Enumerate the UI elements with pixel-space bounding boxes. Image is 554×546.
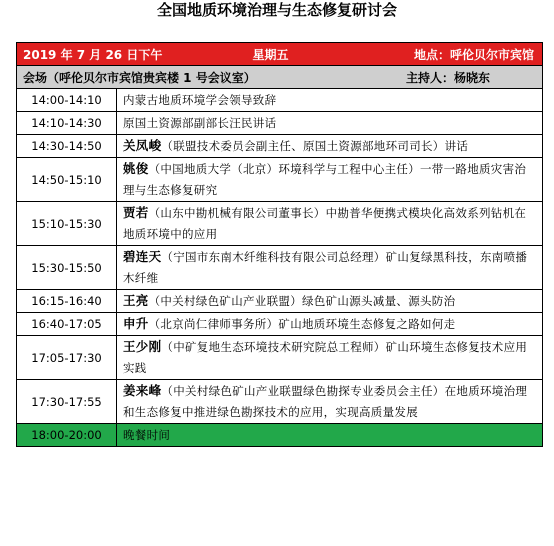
row-time: 14:50-15:10	[17, 158, 117, 202]
session-weekday: 星期五	[252, 47, 289, 62]
row-content	[117, 246, 543, 290]
venue-room: 会场（呼伦贝尔市宾馆贵宾楼 1 号会议室）	[23, 70, 256, 85]
schedule-row	[17, 135, 543, 158]
schedule-row	[17, 89, 543, 112]
row-speaker: 王亮	[123, 293, 149, 308]
schedule-table	[16, 42, 543, 447]
row-speaker: 申升	[123, 316, 149, 331]
row-time: 14:30-14:50	[17, 135, 117, 158]
session-date: 2019 年 7 月 26 日下午	[23, 47, 163, 62]
row-content	[117, 336, 543, 380]
dinner-row	[17, 424, 543, 447]
row-content	[117, 380, 543, 424]
row-text: （北京尚仁律师事务所）矿山地质环境生态修复之路如何走	[148, 317, 456, 331]
row-text: （中关村绿色矿山产业联盟绿色勘探专业委员会主任）在地质环境治理和生态修复中推进绿色勘探技术的应用，实现高质量发展	[123, 384, 528, 419]
row-speaker: 碧连天	[123, 249, 162, 264]
row-speaker: 姜来峰	[123, 383, 162, 398]
row-content	[117, 135, 543, 158]
row-time: 16:40-17:05	[17, 313, 117, 336]
row-content	[117, 424, 543, 447]
row-time: 14:10-14:30	[17, 112, 117, 135]
row-speaker: 王少刚	[123, 339, 162, 354]
row-content	[117, 158, 543, 202]
page-title: 全国地质环境治理与生态修复研讨会	[156, 1, 397, 19]
schedule-row	[17, 380, 543, 424]
row-text: 内蒙古地质环境学会领导致辞	[123, 93, 277, 107]
row-text: （宁国市东南木纤维科技有限公司总经理）矿山复绿黑科技，东南喷播木纤维	[123, 250, 528, 285]
row-content	[117, 89, 543, 112]
row-time: 17:30-17:55	[17, 380, 117, 424]
session-location: 地点：呼伦贝尔市宾馆	[413, 47, 534, 62]
venue-row	[17, 66, 543, 89]
schedule-row	[17, 246, 543, 290]
row-time: 16:15-16:40	[17, 290, 117, 313]
row-text: （联盟技术委员会副主任、原国土资源部地环司司长）讲话	[161, 139, 469, 153]
row-speaker: 关凤峻	[123, 138, 162, 153]
row-time: 14:00-14:10	[17, 89, 117, 112]
schedule-row	[17, 202, 543, 246]
row-content	[117, 112, 543, 135]
date-banner	[17, 43, 543, 66]
row-text: （山东中勘机械有限公司董事长）中勘普华便携式模块化高效系列钻机在地质环境中的应用	[123, 206, 527, 241]
row-text: （中关村绿色矿山产业联盟）绿色矿山源头减量、源头防治	[148, 294, 456, 308]
row-text: （中矿复地生态环境技术研究院总工程师）矿山环境生态修复技术应用实践	[123, 340, 528, 375]
row-time: 15:10-15:30	[17, 202, 117, 246]
row-text: （中国地质大学（北京）环境科学与工程中心主任）一带一路地质灾害治理与生态修复研究	[123, 162, 527, 197]
row-content	[117, 313, 543, 336]
schedule-row	[17, 112, 543, 135]
schedule-row	[17, 313, 543, 336]
row-time: 18:00-20:00	[17, 424, 117, 447]
row-content	[117, 290, 543, 313]
row-content	[117, 202, 543, 246]
row-time: 15:30-15:50	[17, 246, 117, 290]
row-speaker: 贾若	[123, 205, 149, 220]
venue-host: 主持人：杨晓东	[405, 70, 490, 85]
schedule-row	[17, 290, 543, 313]
row-speaker: 姚俊	[123, 161, 149, 176]
schedule-row	[17, 158, 543, 202]
schedule-row	[17, 336, 543, 380]
row-text: 晚餐时间	[123, 428, 171, 442]
row-text: 原国土资源部副部长汪民讲话	[123, 116, 277, 130]
row-time: 17:05-17:30	[17, 336, 117, 380]
